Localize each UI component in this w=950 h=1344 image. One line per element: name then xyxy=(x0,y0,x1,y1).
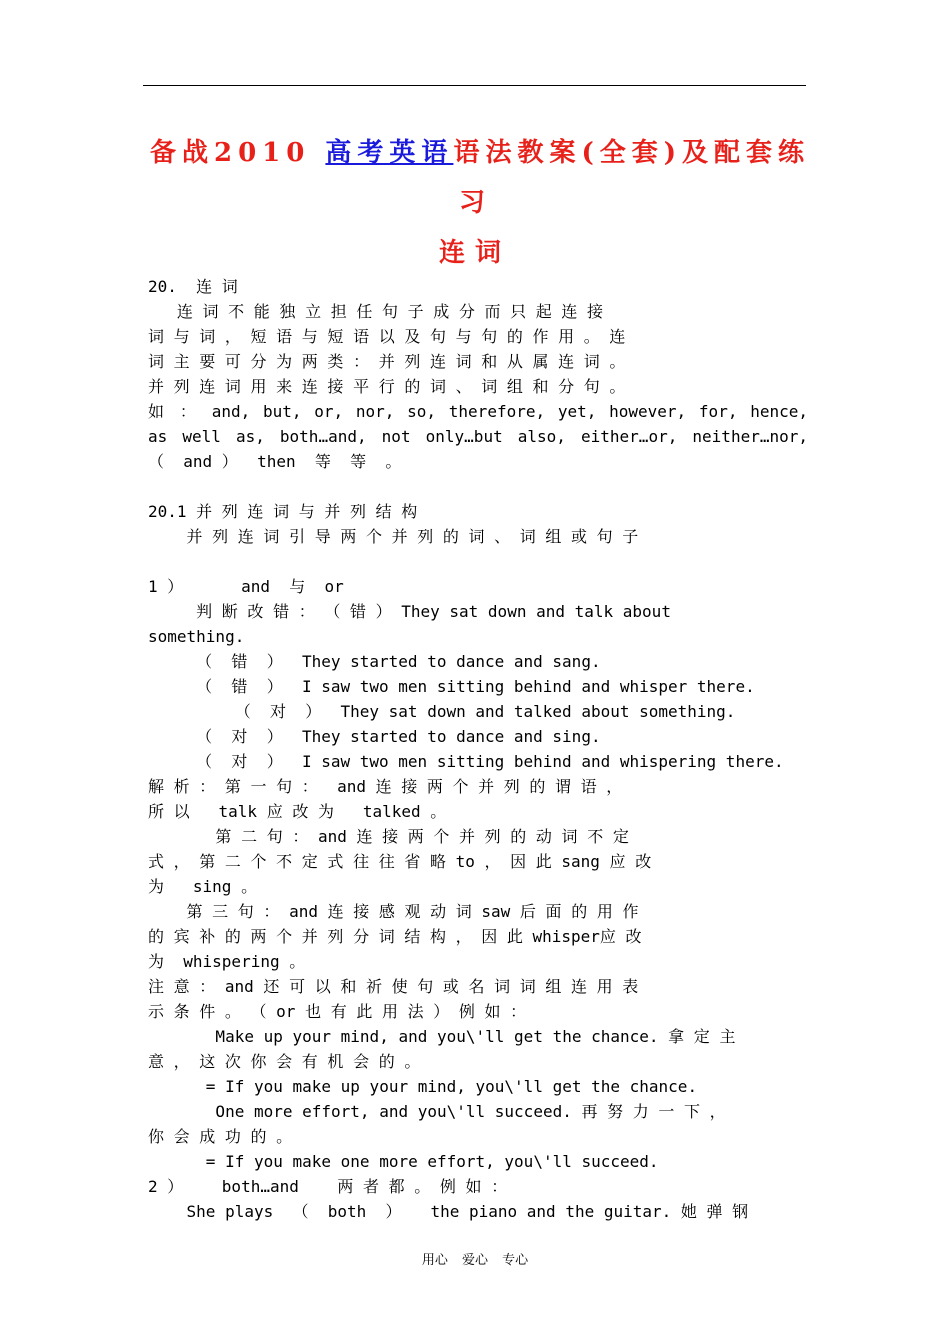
text-line: 20. 连 词 xyxy=(148,277,238,296)
page-footer: 用心 爱心 专心 xyxy=(421,1253,529,1268)
text-line: = If you make one more effort, you\'ll succeed. xyxy=(148,1152,659,1171)
text-line: （ 对 ） I saw two men sitting behind and whispering there. xyxy=(148,752,784,771)
text-line: 词 与 词 ， 短 语 与 短 语 以 及 句 与 句 的 作 用 。 连 xyxy=(148,327,626,346)
text-line: 并 列 连 词 引 导 两 个 并 列 的 词 、 词 组 或 句 子 xyxy=(148,527,639,546)
text-line: 并 列 连 词 用 来 连 接 平 行 的 词 、 词 组 和 分 句 。 xyxy=(148,377,626,396)
header-rule xyxy=(143,85,806,86)
text-line: 注 意 ： and 还 可 以 和 祈 使 句 或 名 词 词 组 连 用 表 xyxy=(148,977,639,996)
text-line: （ 对 ） They started to dance and sing. xyxy=(148,727,601,746)
text-line: 1 ） and 与 or xyxy=(148,577,344,596)
title-part1: 备战2010 xyxy=(150,138,326,168)
text-line: 意 ， 这 次 你 会 有 机 会 的 。 xyxy=(148,1052,421,1071)
text-line: （ and ） then 等 等 。 xyxy=(148,452,402,471)
title-link[interactable]: 高考英语 xyxy=(325,138,454,168)
text-line: She plays （ both ） the piano and the guitar. 她 弹 钢 xyxy=(148,1202,749,1221)
text-line: 第 二 句 ： and 连 接 两 个 并 列 的 动 词 不 定 xyxy=(148,827,629,846)
text-line: 2 ） both…and 两 者 都 。 例 如 ： xyxy=(148,1177,508,1196)
section-heading: 20.1 并 列 连 词 与 并 列 结 构 xyxy=(148,502,418,521)
text-line xyxy=(148,549,808,574)
text-line: 示 条 件 。 （ or 也 有 此 用 法 ） 例 如 ： xyxy=(148,1002,527,1021)
text-line: 式 ， 第 二 个 不 定 式 往 往 省 略 to ， 因 此 sang 应 改 xyxy=(148,852,652,871)
text-line: 如 ： and, but, or, nor, so, therefore, yet, however, for, hence, xyxy=(148,402,808,421)
text-line: something. xyxy=(148,627,245,646)
document-title-line2: 习 xyxy=(458,188,491,218)
text-line: （ 错 ） I saw two men sitting behind and whisper there. xyxy=(148,677,755,696)
text-line: 连 词 不 能 独 立 担 任 句 子 成 分 而 只 起 连 接 xyxy=(148,302,604,321)
document-title xyxy=(150,132,811,169)
text-line: 所 以 talk 应 改 为 talked 。 xyxy=(148,802,447,821)
text-line: 你 会 成 功 的 。 xyxy=(148,1127,293,1146)
text-line: 为 sing 。 xyxy=(148,877,258,896)
title-part2: 语法教案(全套)及配套练 xyxy=(453,138,811,168)
text-line: （ 错 ） They started to dance and sang. xyxy=(148,652,601,671)
text-line: 第 三 句 ： and 连 接 感 观 动 词 saw 后 面 的 用 作 xyxy=(148,902,639,921)
text-line: 的 宾 补 的 两 个 并 列 分 词 结 构 ， 因 此 whisper应 改 xyxy=(148,927,642,946)
text-line: 解 析 ： 第 一 句 ： and 连 接 两 个 并 列 的 谓 语 ， xyxy=(148,777,623,796)
text-line: 词 主 要 可 分 为 两 类 ： 并 列 连 词 和 从 属 连 词 。 xyxy=(148,352,626,371)
text-line: 为 whispering 。 xyxy=(148,952,306,971)
text-line: as well as, both…and, not only…but also, either…or, neither…nor, xyxy=(148,427,808,446)
text-line xyxy=(148,474,808,499)
text-line: Make up your mind, and you\'ll get the chance. 拿 定 主 xyxy=(148,1027,736,1046)
text-line: = If you make up your mind, you\'ll get the chance. xyxy=(148,1077,698,1096)
text-line: 判 断 改 错 ： （ 错 ） They sat down and talk about xyxy=(148,602,671,621)
document-subtitle: 连词 xyxy=(438,238,511,268)
text-line: （ 对 ） They sat down and talked about something. xyxy=(148,702,736,721)
text-line: One more effort, and you\'ll succeed. 再 努 力 一 下 ， xyxy=(148,1102,726,1121)
